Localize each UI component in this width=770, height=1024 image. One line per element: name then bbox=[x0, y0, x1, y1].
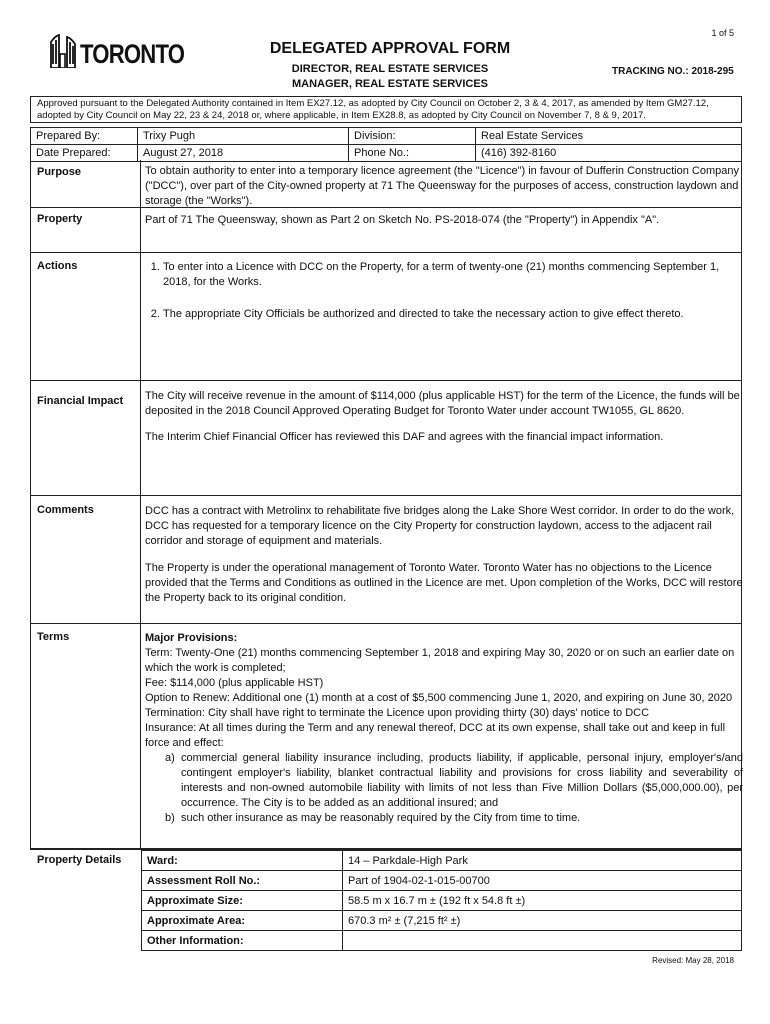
insurance-item: b) such other insurance as may be reasonably required by the City from time to time. bbox=[165, 812, 581, 824]
property-detail-value: 14 – Parkdale-High Park bbox=[343, 851, 742, 871]
actions-list bbox=[145, 260, 743, 322]
column-divider bbox=[140, 160, 141, 850]
financial-impact-text bbox=[145, 389, 743, 445]
terms-label: Terms bbox=[37, 631, 70, 643]
divider bbox=[30, 380, 742, 381]
property-detail-key: Approximate Area: bbox=[142, 911, 343, 931]
phone-value: (416) 392-8160 bbox=[476, 145, 742, 162]
action-item: 1. To enter into a Licence with DCC on the Property, for a term of twenty-one (21) months commencing September 1, 2018, for the Works. bbox=[163, 260, 743, 290]
terms-insurance: Insurance: At all times during the Term and any renewal thereof, DCC at its own expense, shall take out and keep in full force and effect: bbox=[145, 722, 726, 749]
date-prepared-value: August 27, 2018 bbox=[138, 145, 349, 162]
action-item: 2. The appropriate City Officials be authorized and directed to take the necessary action to give effect thereto. bbox=[163, 307, 743, 322]
terms-text bbox=[145, 631, 743, 826]
terms-renewal: Option to Renew: Additional one (1) month at a cost of $5,500 commencing June 1, 2020, and expiring on June 30, 2020 bbox=[145, 692, 733, 704]
comments-text bbox=[145, 504, 743, 606]
property-details-label: Property Details bbox=[37, 854, 122, 866]
form-title: DELEGATED APPROVAL FORM bbox=[269, 40, 511, 57]
preparer-table bbox=[30, 127, 742, 162]
property-detail-value: 670.3 m² ± (7,215 ft² ±) bbox=[343, 911, 742, 931]
comments-label: Comments bbox=[37, 504, 94, 516]
form-subtitle-2: MANAGER, REAL ESTATE SERVICES bbox=[292, 78, 488, 90]
approval-authority-text: Approved pursuant to the Delegated Authority contained in Item EX27.12, as adopted by City Council on October 2, 3 & 4, 2017, as amended by Item GM27.12, adopted by City Council on May 22, 23 & 24, 2018 or, where applicable, in Item EX28.8, as adopted by City Council on November 7, 8 & 9, 2017. bbox=[30, 96, 742, 123]
comments-paragraph: The Property is under the operational management of Toronto Water. Toronto Water has no objections to the Licence provided that the Terms and Conditions as outlined in the Licence are met. Upon completion of the Works, DCC will restore the Property back to its original condition. bbox=[145, 562, 743, 604]
terms-fee: Fee: $114,000 (plus applicable HST) bbox=[145, 677, 324, 689]
divider bbox=[30, 495, 742, 496]
property-text: Part of 71 The Queensway, shown as Part 2 on Sketch No. PS-2018-074 (the "Property") in Appendix "A". bbox=[145, 214, 660, 226]
actions-label: Actions bbox=[37, 260, 78, 272]
property-detail-row bbox=[142, 851, 742, 871]
page-number: 1 of 5 bbox=[711, 28, 734, 38]
property-detail-value bbox=[343, 931, 742, 951]
property-detail-row bbox=[142, 911, 742, 931]
property-label: Property bbox=[37, 213, 83, 225]
form-title-block bbox=[230, 40, 550, 92]
property-detail-row bbox=[142, 931, 742, 951]
property-detail-key: Ward: bbox=[142, 851, 343, 871]
terms-heading: Major Provisions: bbox=[145, 632, 238, 644]
insurance-item: a) commercial general liability insurance including, products liability, if applicable, personal injury, employer's/and contingent employer's liability, blanket contractual liability and provisions for cross liability and severability of interests and non-owned automobile liability with limits of not less than Five Million Dollars ($5,000,000.00), per occurrence. The City is to be added as an additional insured; and bbox=[165, 752, 743, 809]
divider bbox=[30, 848, 742, 849]
divider bbox=[30, 623, 742, 624]
property-detail-key: Approximate Size: bbox=[142, 891, 343, 911]
revised-date: Revised: May 28, 2018 bbox=[652, 956, 734, 965]
comments-paragraph: DCC has a contract with Metrolinx to rehabilitate five bridges along the Lake Shore West corridor. In order to do the work, DCC has requested for a temporary licence on the City Property for construction laydown, access to the adjacent rail corridor and storage of equipment and materials. bbox=[145, 505, 735, 547]
divider bbox=[30, 252, 742, 253]
financial-paragraph: The Interim Chief Financial Officer has reviewed this DAF and agrees with the financial impact information. bbox=[145, 431, 664, 443]
prepared-by-label: Prepared By: bbox=[31, 128, 138, 145]
logo-wordmark: TORONTO bbox=[80, 39, 185, 69]
date-prepared-label: Date Prepared: bbox=[31, 145, 138, 162]
property-detail-key: Assessment Roll No.: bbox=[142, 871, 343, 891]
division-value: Real Estate Services bbox=[476, 128, 742, 145]
terms-termination: Termination: City shall have right to terminate the Licence upon providing thirty (30) days' notice to DCC bbox=[145, 707, 650, 719]
toronto-logo bbox=[50, 34, 207, 68]
divider bbox=[30, 207, 742, 208]
property-detail-key: Other Information: bbox=[142, 931, 343, 951]
property-detail-value: 58.5 m x 16.7 m ± (192 ft x 54.8 ft ±) bbox=[343, 891, 742, 911]
property-detail-row bbox=[142, 891, 742, 911]
purpose-text: To obtain authority to enter into a temporary licence agreement (the "Licence") in favour of Dufferin Construction Company ("DCC"), over part of the City-owned property at 71 The Queensway for the purposes of access, construction laydown and storage (the "Works"). bbox=[145, 165, 739, 207]
property-details-table bbox=[141, 850, 742, 951]
purpose-label: Purpose bbox=[37, 166, 82, 178]
property-detail-value: Part of 1904-02-1-015-00700 bbox=[343, 871, 742, 891]
financial-paragraph: The City will receive revenue in the amount of $114,000 (plus applicable HST) for the term of the Licence, the funds will be deposited in the 2018 Council Approved Operating Budget for Toronto Water under account TW1055, GL 8620. bbox=[145, 390, 740, 417]
tracking-number: TRACKING NO.: 2018-295 bbox=[612, 66, 734, 77]
phone-label: Phone No.: bbox=[349, 145, 476, 162]
property-detail-row bbox=[142, 871, 742, 891]
financial-impact-label: Financial Impact bbox=[37, 395, 124, 407]
city-hall-icon bbox=[50, 34, 76, 68]
terms-term: Term: Twenty-One (21) months commencing September 1, 2018 and expiring May 30, 2020 or on such an earlier date on which the work is completed; bbox=[145, 647, 735, 674]
insurance-list bbox=[145, 751, 743, 826]
form-subtitle-1: DIRECTOR, REAL ESTATE SERVICES bbox=[291, 63, 489, 75]
prepared-by-value: Trixy Pugh bbox=[138, 128, 349, 145]
division-label: Division: bbox=[349, 128, 476, 145]
